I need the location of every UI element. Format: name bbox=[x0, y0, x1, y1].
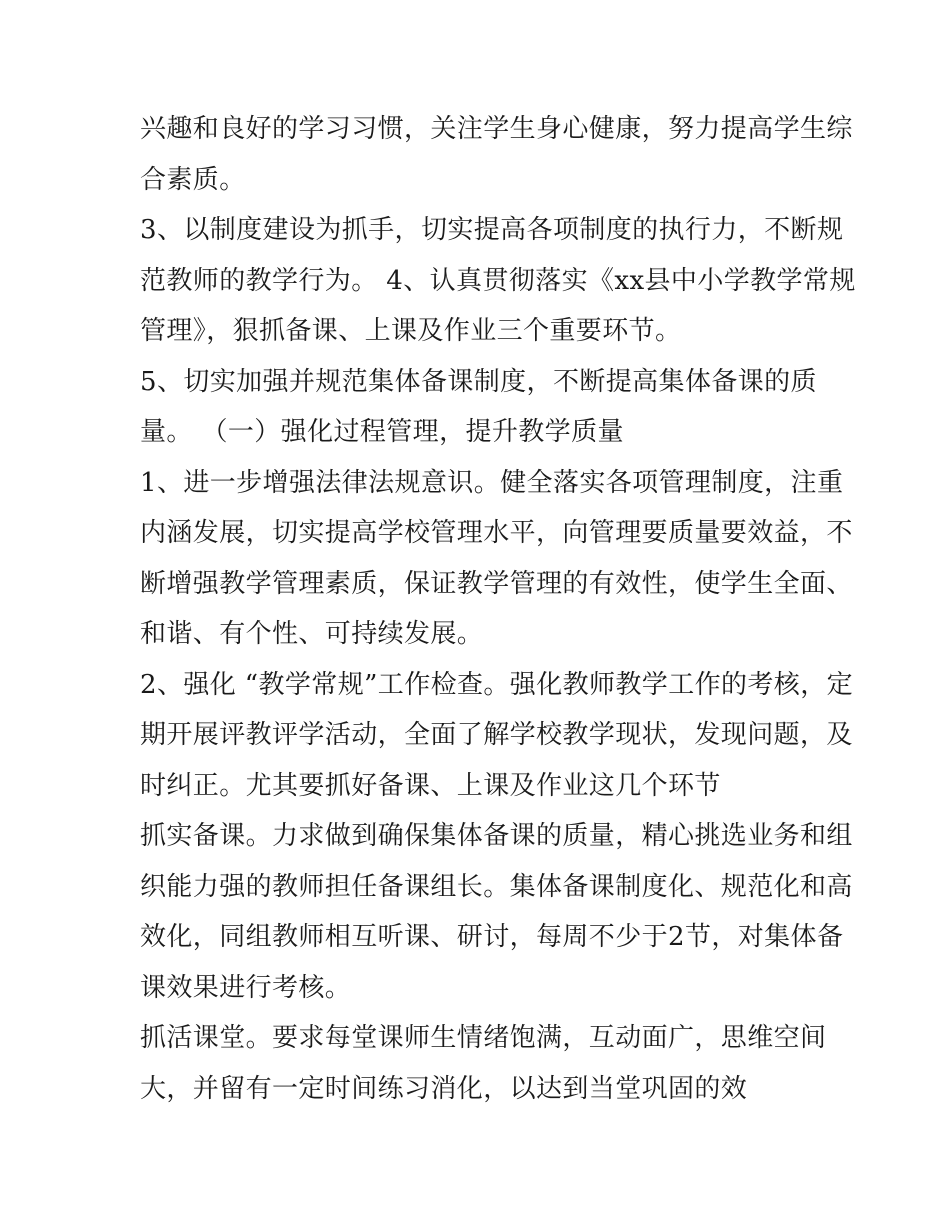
text-line: 效化，同组教师相互听课、研讨，每周不少于2节，对集体备 bbox=[140, 922, 844, 952]
text-line: 和谐、有个性、可持续发展。 bbox=[140, 619, 484, 649]
text-line: 3、以制度建设为抓手，切实提高各项制度的执行力，不断规 bbox=[140, 215, 844, 245]
text-line: 5、切实加强并规范集体备课制度，不断提高集体备课的质 bbox=[140, 366, 817, 397]
text-line: 量。 （一）强化过程管理，提升教学质量 bbox=[140, 417, 624, 447]
text-line: 抓活课堂。要求每堂课师生情绪饱满，互动面广，思维空间 bbox=[140, 1023, 827, 1053]
text-line: 1、进一步增强法律法规意识。健全落实各项管理制度，注重 bbox=[140, 467, 844, 498]
text-line: 大，并留有一定时间练习消化，以达到当堂巩固的效 bbox=[140, 1073, 748, 1104]
text-line: 期开展评教评学活动，全面了解学校教学现状，发现问题，及 bbox=[140, 720, 853, 750]
text-line: 范教师的教学行为。 4、认真贯彻落实《xx县中小学教学常规 bbox=[140, 265, 856, 296]
text-line: 断增强教学管理素质，保证教学管理的有效性，使学生全面、 bbox=[140, 568, 853, 599]
text-line: 内涵发展，切实提高学校管理水平，向管理要质量要效益，不 bbox=[140, 518, 853, 548]
text-line: 织能力强的教师担任备课组长。集体备课制度化、规范化和高 bbox=[140, 871, 853, 902]
text-line: 时纠正。尤其要抓好备课、上课及作业这几个环节 bbox=[140, 770, 721, 801]
text-line: 抓实备课。力求做到确保集体备课的质量，精心挑选业务和组 bbox=[140, 821, 853, 851]
text-line: 兴趣和良好的学习习惯，关注学生身心健康，努力提高学生综 bbox=[140, 114, 853, 144]
text-line: 2、强化 “教学常规”工作检查。强化教师教学工作的考核，定 bbox=[140, 669, 853, 700]
text-line: 课效果进行考核。 bbox=[140, 972, 352, 1003]
text-line: 管理》，狠抓备课、上课及作业三个重要环节。 bbox=[140, 316, 682, 346]
text-line: 合素质。 bbox=[140, 164, 246, 195]
body-text bbox=[140, 104, 856, 1114]
